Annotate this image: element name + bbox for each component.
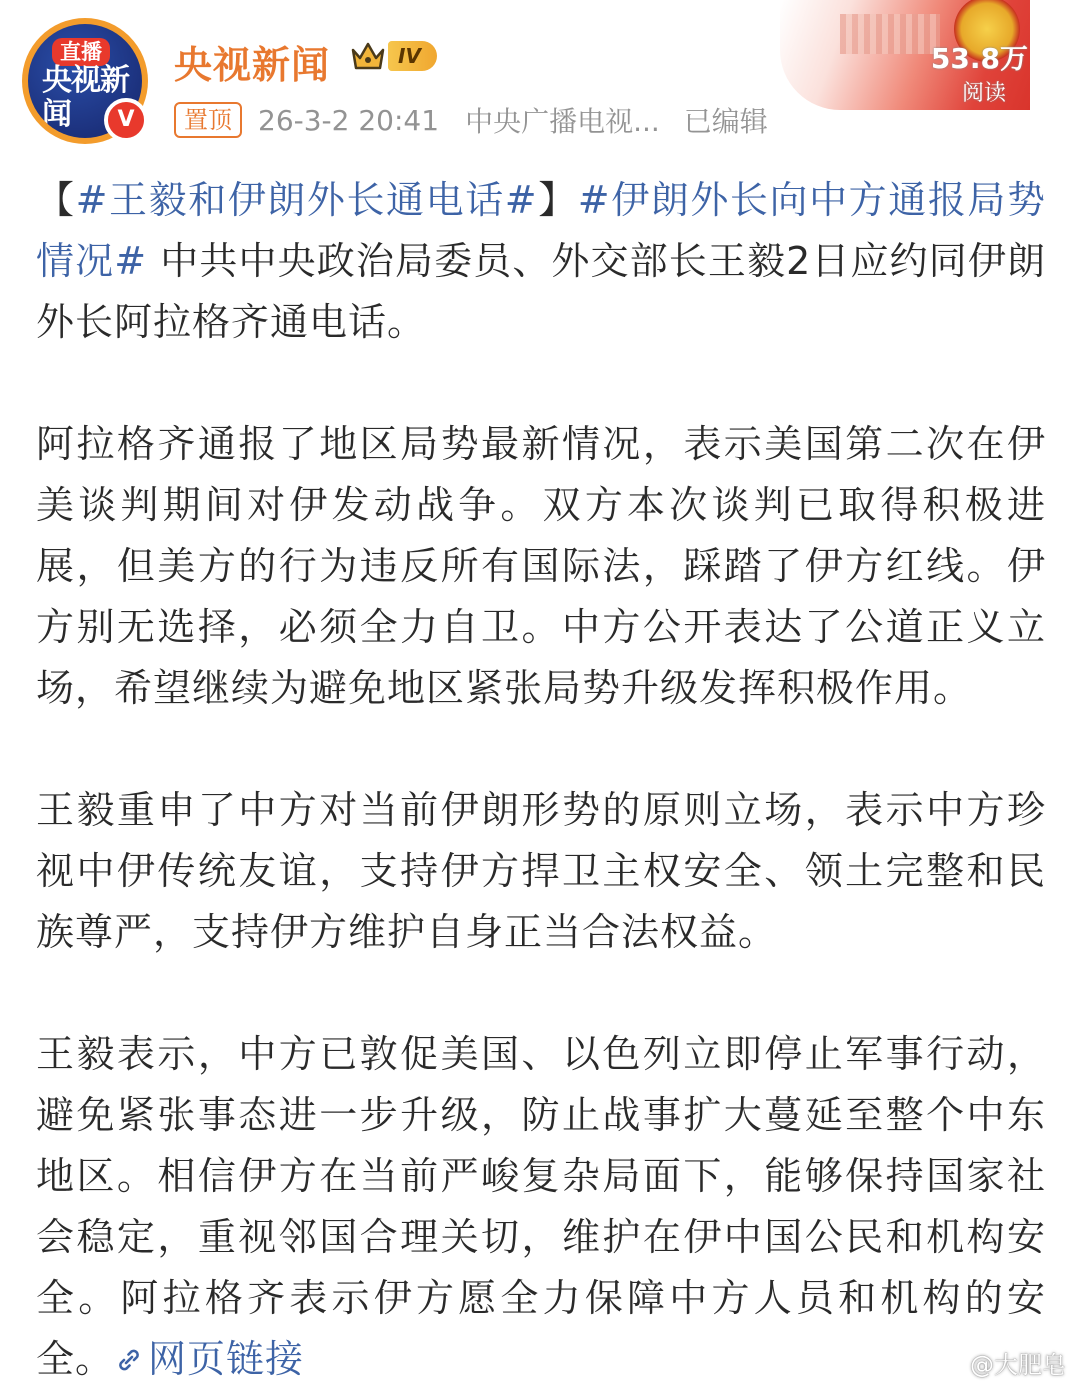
topic-link-2[interactable]: #伊朗外长向中方通报局势情况# — [36, 178, 1046, 283]
paragraph-3: 王毅重申了中方对当前伊朗形势的原则立场，表示中方珍视中伊传统友谊，支持伊方捍卫主权安全、领土完整和民族尊严，支持伊方维护自身正当合法权益。 — [36, 788, 1046, 954]
verified-icon: V — [104, 98, 148, 142]
paragraph-1 — [36, 170, 1046, 353]
crown-icon — [350, 38, 386, 74]
building-graphic — [840, 14, 940, 54]
read-label: 阅读 — [961, 81, 1006, 106]
bracket-close: 】 — [537, 178, 578, 222]
account-name[interactable]: 央视新闻 — [174, 43, 331, 87]
web-link[interactable] — [114, 1337, 304, 1381]
pinned-tag: 置顶 — [174, 102, 242, 138]
paragraph-2: 阿拉格齐通报了地区局势最新情况，表示美国第二次在伊美谈判期间对伊发动战争。双方本次谈判已取得积极进展，但美方的行为违反所有国际法，踩踏了伊方红线。伊方别无选择，必须全力自卫。中方公开表达了公道正义立场，希望继续为避免地区紧张局势升级发挥积极作用。 — [36, 422, 1046, 710]
avatar-logo-text: 央视新闻 — [42, 63, 129, 132]
link-icon — [114, 1345, 144, 1375]
post-meta — [174, 100, 768, 140]
web-link-label: 网页链接 — [148, 1337, 305, 1381]
edited-label[interactable]: 已编辑 — [683, 105, 768, 138]
level-badge[interactable] — [350, 38, 437, 74]
read-count: 53.8万 — [930, 42, 1028, 75]
topic-link-1[interactable]: #王毅和伊朗外长通电话# — [75, 178, 538, 222]
paragraph-1-text: 中共中央政治局委员、外交部长王毅2日应约同伊朗外长阿拉格齐通电话。 — [36, 239, 1046, 344]
post-source[interactable]: 中央广播电视... — [465, 105, 660, 138]
avatar-live-label: 直播 — [52, 38, 110, 66]
post-body — [36, 170, 1046, 1390]
watermark — [928, 1345, 1066, 1380]
paragraph-4 — [36, 1024, 1046, 1390]
paragraph-4-text: 王毅表示，中方已敦促美国、以色列立即停止军事行动，避免紧张事态进一步升级，防止战事扩大蔓延至整个中东地区。相信伊方在当前严峻复杂局面下，能够保持国家社会稳定，重视邻国合理关切，维护在伊中国公民和机构安全。阿拉格齐表示伊方愿全力保障中方人员和机构的安全。 — [36, 1032, 1046, 1381]
post-time: 26-3-2 20:41 — [258, 103, 440, 137]
watermark-text: @大肥皂 — [970, 1351, 1066, 1379]
level-label: IV — [388, 41, 437, 71]
post-header — [0, 0, 1080, 150]
bracket-open: 【 — [36, 178, 76, 222]
weibo-logo-icon — [928, 1349, 966, 1377]
